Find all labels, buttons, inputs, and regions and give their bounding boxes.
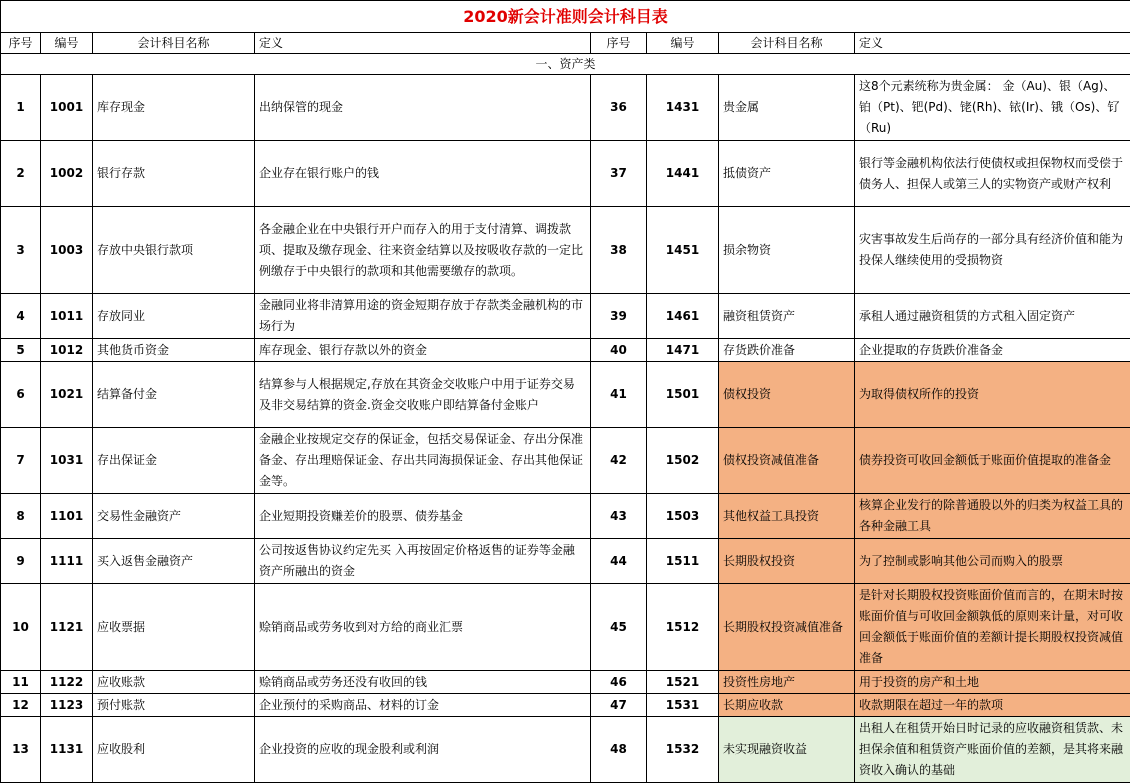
- row-definition-2: 为取得债权所作的投资: [855, 362, 1130, 428]
- row-definition: 结算参与人根据规定,存放在其资金交收账户中用于证券交易及非交易结算的资金.资金交收账户即结算备付金账户: [255, 362, 591, 428]
- row-index: 8: [1, 494, 41, 539]
- table-title: 2020新会计准则会计科目表: [1, 1, 1130, 33]
- row-definition-2: 用于投资的房产和土地: [855, 671, 1130, 694]
- row-definition: 金融企业按规定交存的保证金，包括交易保证金、存出分保准备金、存出理赔保证金、存出共同海损保证金、存出其他保证金等。: [255, 428, 591, 494]
- row-definition: 金融同业将非清算用途的资金短期存放于存款类金融机构的市场行为: [255, 294, 591, 339]
- table-row: [1, 75, 1130, 141]
- header-code: 编号: [41, 33, 93, 54]
- row-definition-2: 企业提取的存货跌价准备金: [855, 339, 1130, 362]
- row-code: 1122: [41, 671, 93, 694]
- row-definition-2: 为了控制或影响其他公司而购入的股票: [855, 539, 1130, 584]
- table-row: [1, 362, 1130, 428]
- header-row: [1, 33, 1130, 54]
- row-index: 7: [1, 428, 41, 494]
- row-code-2: 1511: [647, 539, 719, 584]
- header-definition: 定义: [255, 33, 591, 54]
- row-index-2: 44: [591, 539, 647, 584]
- row-code: 1012: [41, 339, 93, 362]
- row-index-2: 45: [591, 584, 647, 671]
- row-account-name-2: 长期股权投资减值准备: [719, 584, 855, 671]
- row-account-name: 应收账款: [93, 671, 255, 694]
- row-account-name-2: 损余物资: [719, 207, 855, 294]
- row-account-name-2: 长期股权投资: [719, 539, 855, 584]
- row-index: 9: [1, 539, 41, 584]
- row-index-2: 42: [591, 428, 647, 494]
- table-row: [1, 494, 1130, 539]
- row-index-2: 39: [591, 294, 647, 339]
- row-index: 3: [1, 207, 41, 294]
- row-code: 1111: [41, 539, 93, 584]
- table-row: [1, 694, 1130, 717]
- row-index: 13: [1, 717, 41, 783]
- row-account-name: 存放同业: [93, 294, 255, 339]
- row-index-2: 43: [591, 494, 647, 539]
- row-index: 12: [1, 694, 41, 717]
- row-code: 1011: [41, 294, 93, 339]
- row-index: 5: [1, 339, 41, 362]
- row-index-2: 40: [591, 339, 647, 362]
- row-code-2: 1531: [647, 694, 719, 717]
- row-code: 1123: [41, 694, 93, 717]
- row-code: 1002: [41, 141, 93, 207]
- row-definition-2: 出租人在租赁开始日时记录的应收融资租赁款、未担保余值和租赁资产账面价值的差额，是其将来融资收入确认的基础: [855, 717, 1130, 783]
- row-definition: 各金融企业在中央银行开户而存入的用于支付清算、调拨款项、提取及缴存现金、往来资金结算以及按吸收存款的一定比例缴存于中央银行的款项和其他需要缴存的款项。: [255, 207, 591, 294]
- row-code-2: 1431: [647, 75, 719, 141]
- row-definition-2: 这8个元素统称为贵金属： 金（Au)、银（Ag)、铂（Pt)、钯(Pd)、铑(Rh)、铱(Ir)、锇（Os)、钌（Ru): [855, 75, 1130, 141]
- row-definition-2: 银行等金融机构依法行使债权或担保物权而受偿于债务人、担保人或第三人的实物资产或财产权利: [855, 141, 1130, 207]
- row-code-2: 1532: [647, 717, 719, 783]
- row-account-name: 库存现金: [93, 75, 255, 141]
- row-index: 4: [1, 294, 41, 339]
- row-code-2: 1502: [647, 428, 719, 494]
- row-account-name: 存放中央银行款项: [93, 207, 255, 294]
- row-account-name: 买入返售金融资产: [93, 539, 255, 584]
- row-index: 1: [1, 75, 41, 141]
- row-index-2: 48: [591, 717, 647, 783]
- header-account-name: 会计科目名称: [93, 33, 255, 54]
- header-index: 序号: [1, 33, 41, 54]
- row-index-2: 47: [591, 694, 647, 717]
- row-index: 6: [1, 362, 41, 428]
- row-code: 1101: [41, 494, 93, 539]
- row-account-name: 其他货币资金: [93, 339, 255, 362]
- row-account-name-2: 未实现融资收益: [719, 717, 855, 783]
- row-account-name-2: 长期应收款: [719, 694, 855, 717]
- row-code-2: 1503: [647, 494, 719, 539]
- row-definition: 企业投资的应收的现金股利或利润: [255, 717, 591, 783]
- row-index: 10: [1, 584, 41, 671]
- row-definition-2: 债券投资可收回金额低于账面价值提取的准备金: [855, 428, 1130, 494]
- row-index: 11: [1, 671, 41, 694]
- row-code: 1003: [41, 207, 93, 294]
- row-code: 1001: [41, 75, 93, 141]
- row-definition: 赊销商品或劳务收到对方给的商业汇票: [255, 584, 591, 671]
- row-definition: 企业短期投资赚差价的股票、债券基金: [255, 494, 591, 539]
- row-definition-2: 核算企业发行的除普通股以外的归类为权益工具的各种金融工具: [855, 494, 1130, 539]
- table-row: [1, 539, 1130, 584]
- row-code-2: 1461: [647, 294, 719, 339]
- row-account-name: 存出保证金: [93, 428, 255, 494]
- row-code-2: 1441: [647, 141, 719, 207]
- row-code-2: 1501: [647, 362, 719, 428]
- row-code: 1121: [41, 584, 93, 671]
- row-account-name: 交易性金融资产: [93, 494, 255, 539]
- row-code-2: 1512: [647, 584, 719, 671]
- table-row: [1, 207, 1130, 294]
- row-code: 1021: [41, 362, 93, 428]
- row-index: 2: [1, 141, 41, 207]
- row-account-name-2: 融资租赁资产: [719, 294, 855, 339]
- row-code: 1031: [41, 428, 93, 494]
- row-definition-2: 承租人通过融资租赁的方式租入固定资产: [855, 294, 1130, 339]
- row-code-2: 1451: [647, 207, 719, 294]
- row-definition-2: 是针对长期股权投资账面价值而言的，在期末时按账面价值与可收回金额孰低的原则来计量，对可收回金额低于账面价值的差额计提长期股权投资减值准备: [855, 584, 1130, 671]
- section-heading: 一、资产类: [1, 54, 1130, 75]
- row-account-name: 结算备付金: [93, 362, 255, 428]
- row-account-name: 银行存款: [93, 141, 255, 207]
- row-account-name-2: 存货跌价准备: [719, 339, 855, 362]
- row-index-2: 41: [591, 362, 647, 428]
- row-account-name: 预付账款: [93, 694, 255, 717]
- row-definition: 出纳保管的现金: [255, 75, 591, 141]
- row-account-name-2: 债权投资减值准备: [719, 428, 855, 494]
- row-code-2: 1521: [647, 671, 719, 694]
- row-account-name-2: 抵债资产: [719, 141, 855, 207]
- row-account-name-2: 贵金属: [719, 75, 855, 141]
- row-definition: 企业预付的采购商品、材料的订金: [255, 694, 591, 717]
- row-index-2: 36: [591, 75, 647, 141]
- row-definition-2: 灾害事故发生后尚存的一部分具有经济价值和能为投保人继续使用的受损物资: [855, 207, 1130, 294]
- row-index-2: 38: [591, 207, 647, 294]
- table-row: [1, 584, 1130, 671]
- row-definition: 赊销商品或劳务还没有收回的钱: [255, 671, 591, 694]
- table-row: [1, 428, 1130, 494]
- header-code-2: 编号: [647, 33, 719, 54]
- row-index-2: 46: [591, 671, 647, 694]
- row-definition: 企业存在银行账户的钱: [255, 141, 591, 207]
- table-row: [1, 717, 1130, 783]
- row-code: 1131: [41, 717, 93, 783]
- row-index-2: 37: [591, 141, 647, 207]
- table-row: [1, 294, 1130, 339]
- row-account-name: 应收股利: [93, 717, 255, 783]
- row-code-2: 1471: [647, 339, 719, 362]
- table-row: [1, 339, 1130, 362]
- table-row: [1, 671, 1130, 694]
- row-definition: 公司按返售协议约定先买 入再按固定价格返售的证券等金融资产所融出的资金: [255, 539, 591, 584]
- row-account-name: 应收票据: [93, 584, 255, 671]
- table-row: [1, 141, 1130, 207]
- header-index-2: 序号: [591, 33, 647, 54]
- header-definition-2: 定义: [855, 33, 1130, 54]
- row-definition: 库存现金、银行存款以外的资金: [255, 339, 591, 362]
- header-account-name-2: 会计科目名称: [719, 33, 855, 54]
- row-account-name-2: 投资性房地产: [719, 671, 855, 694]
- row-account-name-2: 债权投资: [719, 362, 855, 428]
- row-definition-2: 收款期限在超过一年的款项: [855, 694, 1130, 717]
- row-account-name-2: 其他权益工具投资: [719, 494, 855, 539]
